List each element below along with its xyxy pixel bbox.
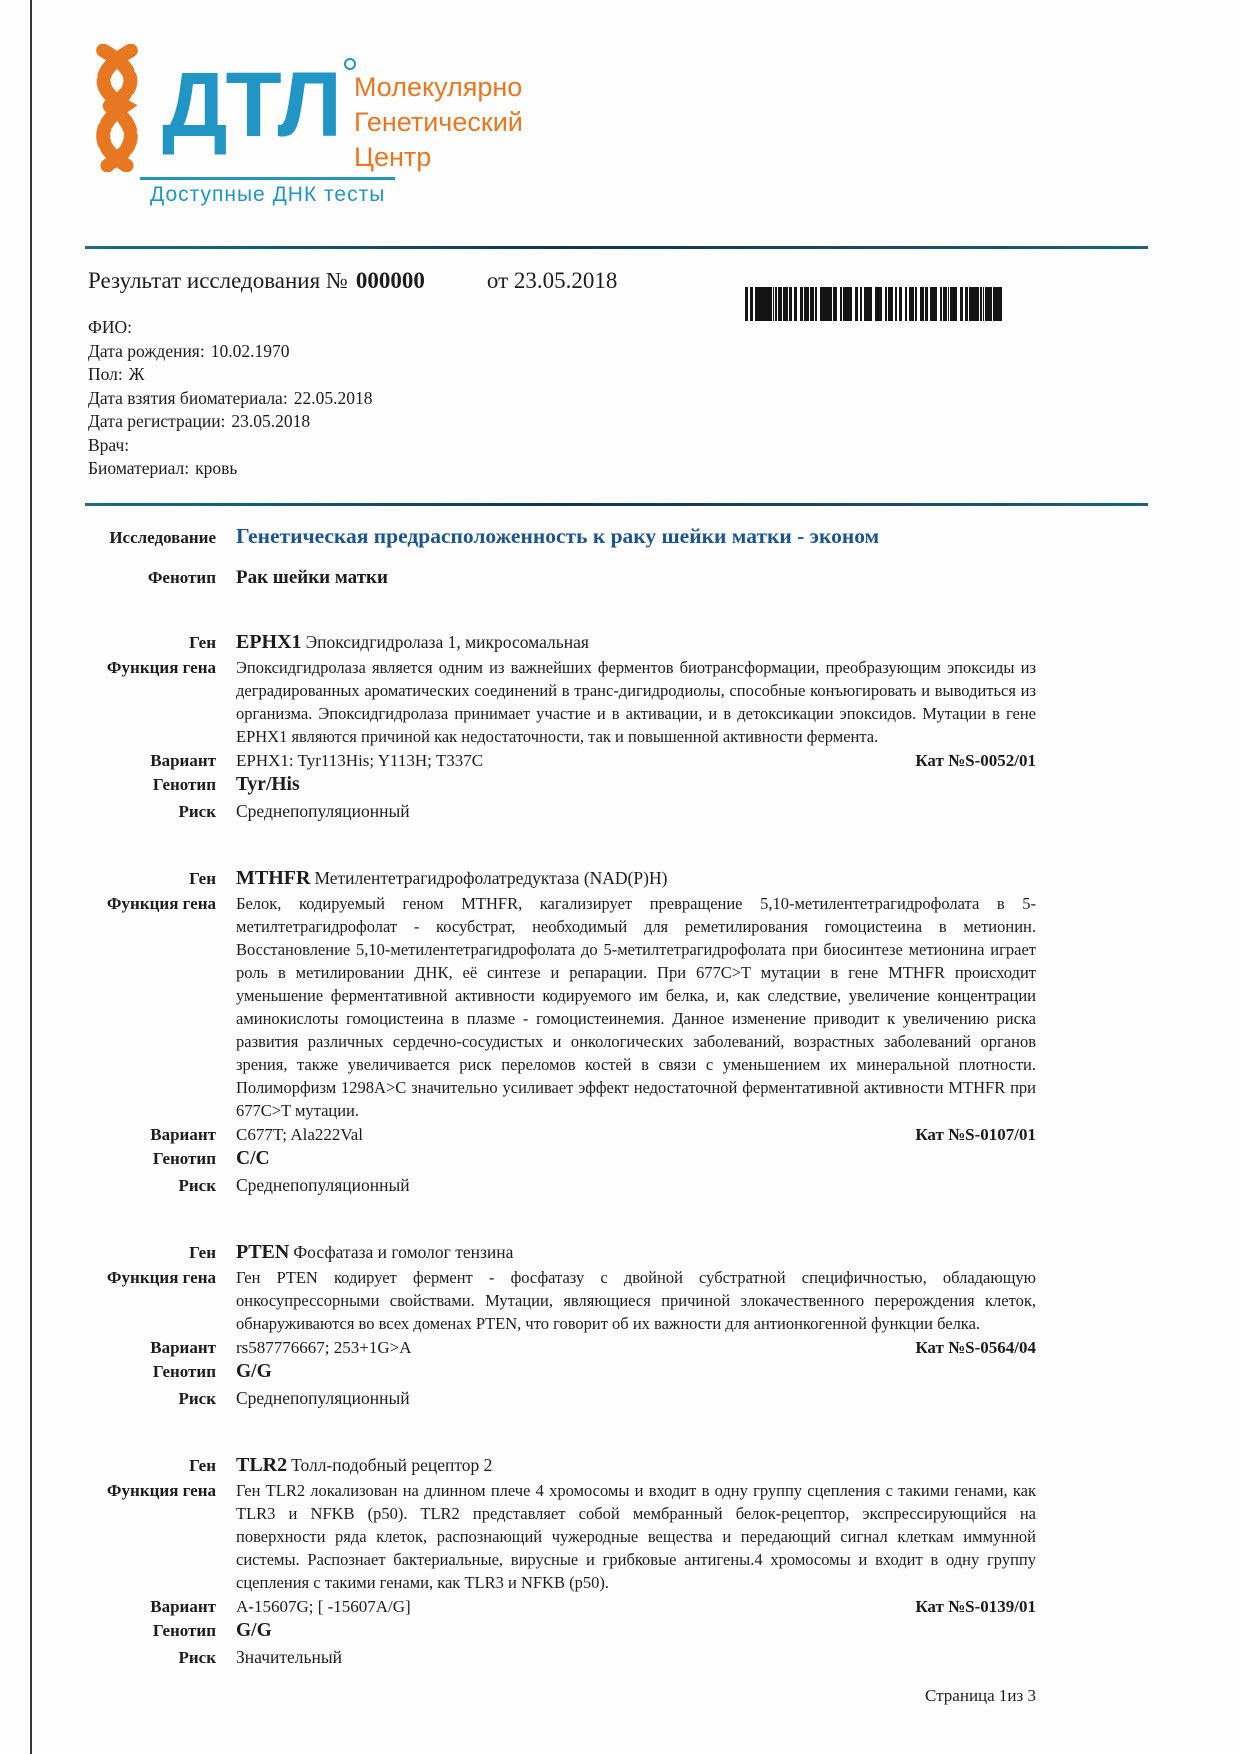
gene-name: PTEN [236,1241,290,1263]
patient-field: ФИО: [88,317,132,337]
logo-acronym: ДТЛ [162,54,340,156]
gene-name: EPHX1 [236,631,302,653]
gene-description: Фосфатаза и гомолог тензина [293,1242,514,1262]
gene-description: Метилентетрагидрофолатредуктаза (NAD(P)H) [314,868,668,888]
phenotype-value: Рак шейки матки [236,567,388,588]
divider-middle [85,503,1148,506]
report-title [88,268,617,294]
catalog-number: Кат №S-0564/04 [915,1338,1036,1357]
risk-row: Риск Среднепопуляционный [88,1385,1036,1412]
report-date: от 23.05.2018 [486,268,618,293]
gene-function-row: Функция гена Ген PTEN кодирует фермент - фосфатазу с двойной субстратной специфичностью, обладающую онкосупрессорными свойствами. Мутации, являющиеся причиной злокачественного перерождения клеток, обнаруживаются во всех доменах PTEN, что говорит об их важности для антионкогенной функции белка. [106,1268,1036,1333]
genotype-value: G/G [236,1361,272,1382]
risk-row: Риск Среднепопуляционный [88,1172,1036,1199]
dna-helix-icon [78,44,156,172]
gene-function-row: Функция гена Эпоксидгидролаза является одним из важнейших ферментов биотрансформации, преобразующим эпоксиды из деградированных ароматических соединений в транс-дигидродиолы, способные конъюгировать и выводиться из организма. Эпоксидгидролаза принимает участие и в активации, и в детоксикации эпоксидов. Мутации в гене EPHX1 являются причиной как недостаточности, так и повышенной активности фермента. [106,658,1036,746]
variant-value: EPHX1: Tyr113His; Y113H; T337C [236,751,484,770]
gene-section-mthfr [88,867,1036,1199]
study-label: Исследование [109,528,216,547]
page-number: Страница 1из 3 [925,1686,1036,1705]
patient-field: Врач: [88,434,130,455]
phenotype-row [88,567,1036,589]
patient-field: Дата взятия биоматериала: 22.05.2018 [88,387,373,408]
patient-field: Дата регистрации: 23.05.2018 [88,411,311,431]
variant-value: A-15607G; [ -15607A/G] [236,1597,411,1616]
variant-row: Вариант EPHX1: Tyr113His; Y113H; T337C Кат №S-0052/01 [150,751,1036,770]
catalog-number: Кат №S-0052/01 [915,751,1036,770]
risk-value: Значительный [236,1647,342,1667]
genotype-row: Генотип C/C [88,1145,1036,1172]
gene-section-ephx1 [88,631,1036,825]
variant-value: rs587776667; 253+1G>A [236,1338,412,1357]
tagline-line: Центр [354,142,432,173]
variant-row: Вариант C677T; Ala222Val Кат №S-0107/01 [150,1125,1036,1144]
variant-row: Вариант A-15607G; [ -15607A/G] Кат №S-0139/01 [150,1597,1036,1616]
genotype-value: G/G [236,1620,272,1641]
registered-mark-icon [344,58,356,70]
study-title: Генетическая предрасположенность к раку шейки матки - эконом [236,524,880,548]
genotype-value: Tyr/His [236,774,300,795]
gene-row: Ген MTHFR Метилентетрагидрофолатредуктаза (NAD(P)H) [189,867,668,889]
gene-section-pten [88,1241,1036,1412]
gene-row: Ген TLR2 Толл-подобный рецептор 2 [189,1454,493,1476]
gene-description: Эпоксидгидролаза 1, микросомальная [305,632,589,652]
gene-function-text: Белок, кодируемый геном MTHFR, кагализирует превращение 5,10-метилентетрагидрофолата в 5-метилтетрагидрофолат - косубстрат, необходимый для реметилирования гомоцистеина в метионин. Восстановление 5,10-метилентетрагидрофолата до 5-метилтетрагидрофолата при биосинтезе метионина играет роль в метилировании ДНК, её синтезе и репарации. При 677C>T мутации в гене MTHFR происходит уменьшение ферментативной активности кодируемого им белка, и, как следствие, увеличение концентрации аминокислоты гомоцистеина в плазме - гомоцистеинемия. Данное изменение приводит к увеличению риска развития различных сердечно-сосудистых и онкологических заболеваний, возрастных заболеваний органов зрения, также увеличивается риск переломов костей в связи с уменьшением их минеральной плотности. Полиморфизм 1298A>C значительно усиливает эффект недостаточной ферментативной активности MTHFR при 677C>T мутации. [236,894,1036,1120]
genotype-row: Генотип G/G [88,1617,1036,1644]
gene-function-row: Функция гена Белок, кодируемый геном MTHFR, кагализирует превращение 5,10-метилентетрагидрофолата в 5-метилтетрагидрофолат - косубстрат, необходимый для реметилирования гомоцистеина в метионин. Восстановление 5,10-метилентетрагидрофолата до 5-метилтетрагидрофолата при биосинтезе метионина играет роль в метилировании ДНК, её синтезе и репарации. При 677C>T мутации в гене MTHFR происходит уменьшение ферментативной активности кодируемого им белка, и, как следствие, увеличение концентрации аминокислоты гомоцистеина в плазме - гомоцистеинемия. Данное изменение приводит к увеличению риска развития различных сердечно-сосудистых и онкологических заболеваний, возрастных заболеваний органов зрения, также увеличивается риск переломов костей в связи с уменьшением их минеральной плотности. Полиморфизм 1298A>C значительно усиливает эффект недостаточной ферментативной активности MTHFR при 677C>T мутации. [106,894,1036,1120]
gene-name: TLR2 [236,1454,288,1476]
gene-function-text: Эпоксидгидролаза является одним из важнейших ферментов биотрансформации, преобразующим эпоксиды из деградированных ароматических соединений в транс-дигидродиолы, способные конъюгировать и выводиться из организма. Эпоксидгидролаза принимает участие и в активации, и в детоксикации эпоксидов. Мутации в гене EPHX1 являются причиной как недостаточности, так и повышенной активности фермента. [236,658,1036,746]
patient-info [88,316,372,481]
genotype-row: Генотип G/G [88,1358,1036,1385]
variant-row: Вариант rs587776667; 253+1G>A Кат №S-0564/04 [150,1338,1036,1357]
risk-value: Среднепопуляционный [236,1388,410,1408]
gene-section-tlr2 [88,1454,1036,1671]
risk-value: Среднепопуляционный [236,1175,410,1195]
divider-top [85,246,1148,249]
gene-name: MTHFR [236,867,311,889]
gene-row: Ген PTEN Фосфатаза и гомолог тензина [189,1241,514,1263]
scan-edge-line [30,0,32,1754]
results-body [88,524,1036,1713]
risk-value: Среднепопуляционный [236,801,410,821]
result-number: 000000 [355,268,425,293]
barcode [745,287,1003,321]
dtl-logo [78,44,523,207]
gene-function-row: Функция гена Ген TLR2 локализован на длинном плече 4 хромосомы и входит в одну группу сцепления с такими генами, как TLR3 и NFKB (p50). TLR2 представляет собой мембранный белок-рецептор, экспрессирующийся на поверхности ряда клеток, распознающий чужеродные вещества и передающий сигнал клеткам иммунной системы. Распознает бактериальные, вирусные и грибковые антигены.4 хромосомы и входит в одну группу сцепления с такими генами, как TLR3 и NFKB (p50). [106,1481,1036,1592]
patient-field: Биоматериал: кровь [88,458,238,478]
catalog-number: Кат №S-0107/01 [915,1125,1036,1144]
patient-field: Дата рождения: 10.02.1970 [88,340,290,361]
variant-value: C677T; Ala222Val [236,1125,364,1144]
patient-field: Пол: Ж [88,364,145,384]
gene-row: Ген EPHX1 Эпоксидгидролаза 1, микросомальная [189,631,589,653]
tagline-line: Молекулярно [354,72,523,102]
phenotype-label: Фенотип [147,568,216,587]
logo-subtitle: Доступные ДНК тесты [140,177,395,207]
report-title-prefix: Результат исследования № [88,268,348,293]
genotype-value: C/C [236,1148,270,1169]
gene-function-text: Ген TLR2 локализован на длинном плече 4 хромосомы и входит в одну группу сцепления с такими генами, как TLR3 и NFKB (p50). TLR2 представляет собой мембранный белок-рецептор, экспрессирующийся на поверхности ряда клеток, распознающий чужеродные вещества и передающий сигнал клеткам иммунной системы. Распознает бактериальные, вирусные и грибковые антигены.4 хромосомы и входит в одну группу сцепления с такими генами, как TLR3 и NFKB (p50). [236,1481,1036,1592]
risk-row: Риск Значительный [88,1644,1036,1671]
catalog-number: Кат №S-0139/01 [915,1597,1036,1616]
logo-tagline [354,70,523,175]
gene-description: Толл-подобный рецептор 2 [291,1455,493,1475]
genotype-row: Генотип Tyr/His [88,771,1036,798]
tagline-line: Генетический [354,107,523,138]
study-row [88,524,1036,549]
risk-row: Риск Среднепопуляционный [88,798,1036,825]
gene-function-text: Ген PTEN кодирует фермент - фосфатазу с двойной субстратной специфичностью, обладающую онкосупрессорными свойствами. Мутации, являющиеся причиной злокачественного перерождения клеток, обнаруживаются во всех доменах PTEN, что говорит об их важности для антионкогенной функции белка. [236,1268,1036,1333]
